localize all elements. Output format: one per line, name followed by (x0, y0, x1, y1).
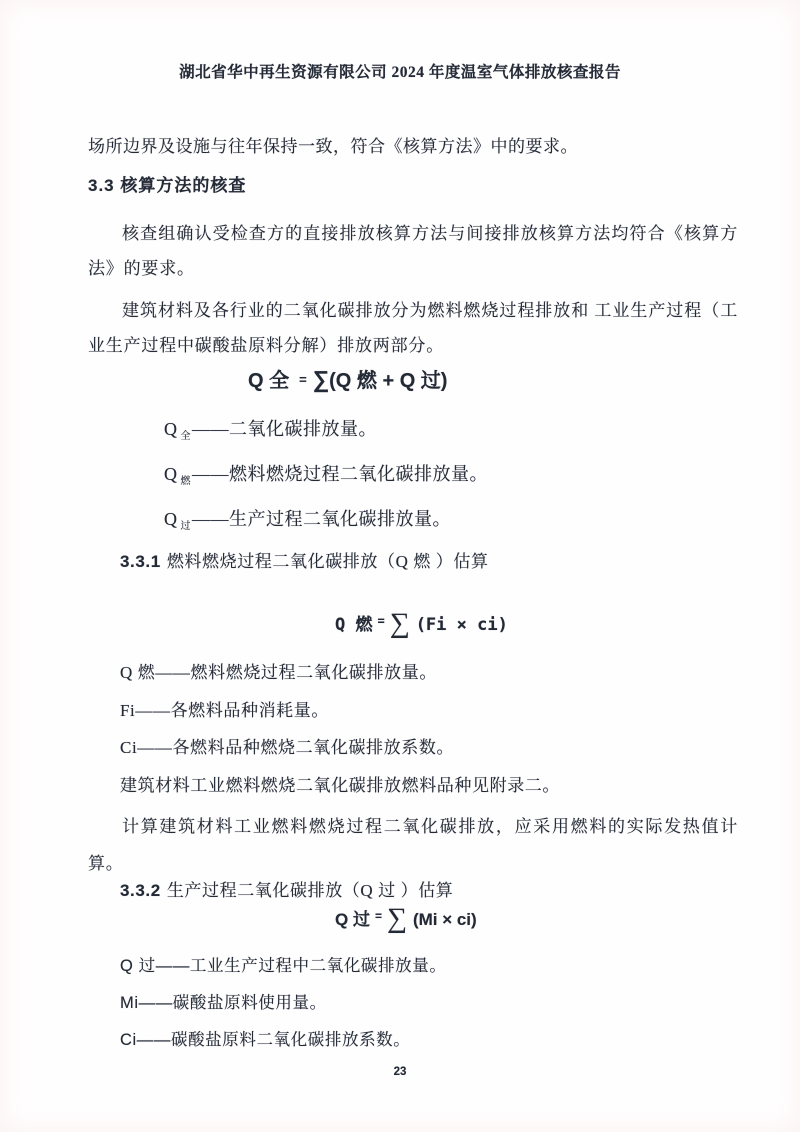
definition-text: ——生产过程二氧化碳排放量。 (192, 509, 451, 529)
section-number: 3.3.1 (120, 552, 161, 571)
page-footer (0, 1066, 800, 1078)
section-3-3-1-note: 计算建筑材料工业燃料燃烧过程二氧化碳排放，应采用燃料的实际发热值计算。 (88, 817, 738, 873)
section-3-3-1-heading (120, 547, 489, 572)
section-number: 3.3.2 (120, 881, 161, 900)
definition-line: Ci——碳酸盐原料二氧化碳排放系数。 (120, 1031, 411, 1049)
symbol-q: Q (164, 464, 178, 484)
formula-total-emissions (248, 364, 447, 393)
formula-process-rhs: (Mi × ci) (412, 910, 477, 929)
intro-paragraph: 场所边界及设施与往年保持一致，符合《核算方法》中的要求。 (88, 137, 578, 156)
subscript-total: 全 (180, 431, 191, 442)
definition-line: Ci——各燃料品种燃烧二氧化碳排放系数。 (120, 738, 455, 757)
symbol-q: Q (164, 419, 178, 439)
symbol-q: Q (164, 509, 178, 529)
definition-text: ——燃料燃烧过程二氧化碳排放量。 (192, 464, 488, 484)
subscript-process: 过 (180, 521, 191, 532)
equals-sign: = (374, 909, 382, 923)
section-3-3-heading: 3.3 核算方法的核查 (88, 176, 247, 195)
definition-line: Q 燃——燃料燃烧过程二氧化碳排放量。 (120, 663, 437, 682)
formula-total-lhs: Q 全 (248, 370, 290, 392)
document-header (0, 60, 800, 82)
formula-fuel-combustion (335, 608, 508, 640)
formula-total-rhs: (Q 燃 + Q 过) (329, 370, 448, 392)
equals-sign: = (377, 614, 385, 628)
section-title: 生产过程二氧化碳排放（Q 过 ）估算 (166, 881, 454, 900)
definition-line: Mi——碳酸盐原料使用量。 (120, 994, 327, 1012)
formula-process-lhs: Q 过 (335, 910, 370, 929)
definition-line: 建筑材料工业燃料燃烧二氧化碳排放燃料品种见附录二。 (120, 776, 560, 795)
section-title: 燃料燃烧过程二氧化碳排放（Q 燃 ）估算 (166, 552, 489, 571)
section-3-3-paragraph-1: 核查组确认受检查方的直接排放核算方法与间接排放核算方法均符合《核算方法》的要求。 (88, 224, 738, 278)
formula-process-emissions (335, 903, 477, 935)
definition-text: ——二氧化碳排放量。 (192, 419, 377, 439)
definition-q-fuel (164, 460, 488, 487)
sigma-symbol: ∑ (389, 608, 410, 639)
document-header-title: 湖北省华中再生资源有限公司 2024 年度温室气体排放核查报告 (179, 64, 621, 81)
definition-line: Q 过——工业生产过程中二氧化碳排放量。 (120, 957, 447, 975)
section-3-3-paragraph-2: 建筑材料及各行业的二氧化碳排放分为燃料燃烧过程排放和 工业生产过程（工业生产过程中碳酸盐原料分解）排放两部分。 (88, 301, 738, 355)
section-3-3-2-heading (120, 876, 453, 901)
formula-fuel-lhs: Q 燃 (335, 615, 373, 635)
formula-fuel-rhs: (Fi × ci) (415, 615, 508, 635)
definition-q-process (164, 505, 451, 532)
page-number: 23 (393, 1066, 407, 1078)
equals-sign: = (299, 372, 307, 387)
definition-q-total (164, 415, 377, 442)
definition-line: Fi——各燃料品种消耗量。 (120, 701, 329, 720)
sigma-symbol: ∑ (312, 366, 330, 392)
subscript-fuel: 燃 (180, 476, 191, 487)
sigma-symbol: ∑ (386, 903, 407, 934)
